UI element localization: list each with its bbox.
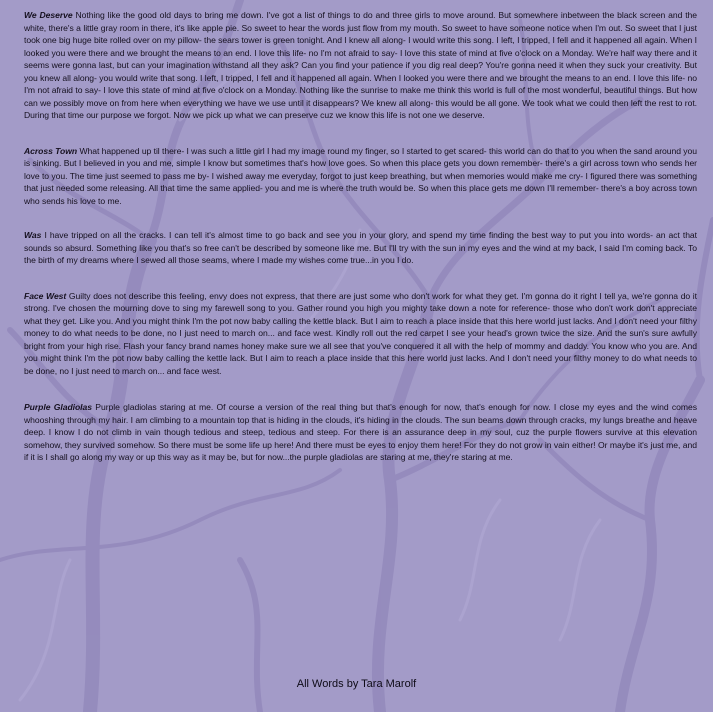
- verse-title: Face West: [24, 290, 67, 301]
- verse-title: Was: [24, 230, 42, 240]
- verse-purple-gladiolas: [24, 401, 697, 464]
- verse-was: [24, 229, 697, 267]
- verse-title: We Deserve: [24, 10, 73, 20]
- verse-text: I have tripped on all the cracks. I can tell it's almost time to go back and see you in your glory, and spend my time finding the best way to put you into words- an act that sounds so absurd. Something like you that's so free can't be described by someone like me. But I'll try with the sun in my eyes and the wind at my back, I said I'm coming back. To the birth of my dreams where I sewed all those seams, where I made my wishes come true...in you I do.: [24, 230, 697, 265]
- verse-we-deserve: [24, 9, 697, 122]
- verse-text: Purple gladiolas staring at me. Of course a version of the real thing but that's enough for now, that's enough for now. I close my eyes and the wind comes whooshing through my hair. I am climbing to a mountain top that is hiding in the clouds, it's hiding in the clouds. The sun beams down through cracks, my lungs breathe and heave deep. I know I do not climb in vain though tedious and steep, tedious and steep. For there is an assurance deep in my soul, cuz the purple flowers survive at this elevation somehow, they survived somehow. So there must be some life up here! And there must be eyes to enjoy them here! For they do not grow in vain either! Or maybe it's just me, and if it is I shall go along my way or up this way as it may be, but for now...the purple gladiolas are staring at me, they're staring at me.: [24, 402, 697, 462]
- verse-title: Purple Gladiolas: [24, 402, 92, 412]
- verse-title: Across Town: [24, 145, 78, 156]
- verse-text: What happened up til there- I was such a little girl I had my image round my finger, so I started to get scared- this world can do that to you when the sand around you is sinking. But I believed in you and me, simple I know but sometimes that's how love goes. So when this place gets you down remember- there's a girl across town who sends her love to you. The time just seemed to pass me by- I wished away me everyday, forgot to just keep breathing, but when memories would make me cry- I figured there was something that just needed some releasing. All that time the same applied- you and me is where the truth would be. So when this place gets me down I'll remember- there's a boy across town who sends his love to me.: [24, 145, 697, 206]
- verse-across-town: [24, 145, 697, 208]
- verse-text: Nothing like the good old days to bring me down. I've got a list of things to do and three girls to move around. But somewhere inbetween the black screen and the white, there's a little gray room in there, it's like apple pie. So sweet to hear the words just flow from my mouth. So sweet to have someone notice when I'm out. So sweet that I just took one big huge bite rolled over on my pillow- the sears tower is green tonight. And I knew all along- I would write this song. I left, I tripped, I fell and it happened all again. When I looked you were there and we brought the means to an end. I love this life- no I'm not afraid to say- I love this state of mind at five o'clock on a Monday. We're half way there and it seems were gonna last, but can your imagination withstand all they ask? Can you find your patience if you dig real deep? You're gonna need it when they suck your creativity. But you knew all along- you would write that song. I left, I tripped, I fell and it happened all again. When I looked you were there and we brought the means to an end. I love this life- no I'm not afraid to say- I love this state of mind at five o'clock on a Monday. Nothing like the sunrise to make me think this world is full of the most wonderful, beautiful things. But how can we possibly move on from here when everything we have we use until it disappears? We knew all along- this would be all gone. We took what we could then left the rest to rot. During that time our purpose we forgot. Now we pick up what we can preserve cuz we know this life is not one we deserve.: [24, 10, 697, 120]
- credits-line: All Words by Tara Marolf: [296, 678, 417, 690]
- verse-face-west: [24, 290, 697, 378]
- verse-text: Guilty does not describe this feeling, envy does not express, that there are just some who don't work for what they get. I'm gonna do it right I tell ya, we're gonna do it strong. I've chosen the mourning dove to sing my farewell song to you. Gather round you high you mighty take down a note for reference- those who don't work don't appreciate what they get. Like you. And you might think I'm the pot now baby calling the kettle black. But I aim to reach a place inside that this here world just lacks. And I don't need your filthy money to do what needs to be done, no I just need to march on... and face west. Kindly roll out the red carpet I see your head's grown twice the size. And the sun's sure awfully bright from your high rise. Flash your fancy brand names honey make sure we all see that you've conquered it all with the help of mommy and daddy. You know who you are. And you might think I'm the pot now baby calling the kettle lack. But I aim to reach a place inside that this here world just lacks. And I don't need your filthy money to do what needs to be done, no I just need to march on... and face west.: [24, 290, 697, 376]
